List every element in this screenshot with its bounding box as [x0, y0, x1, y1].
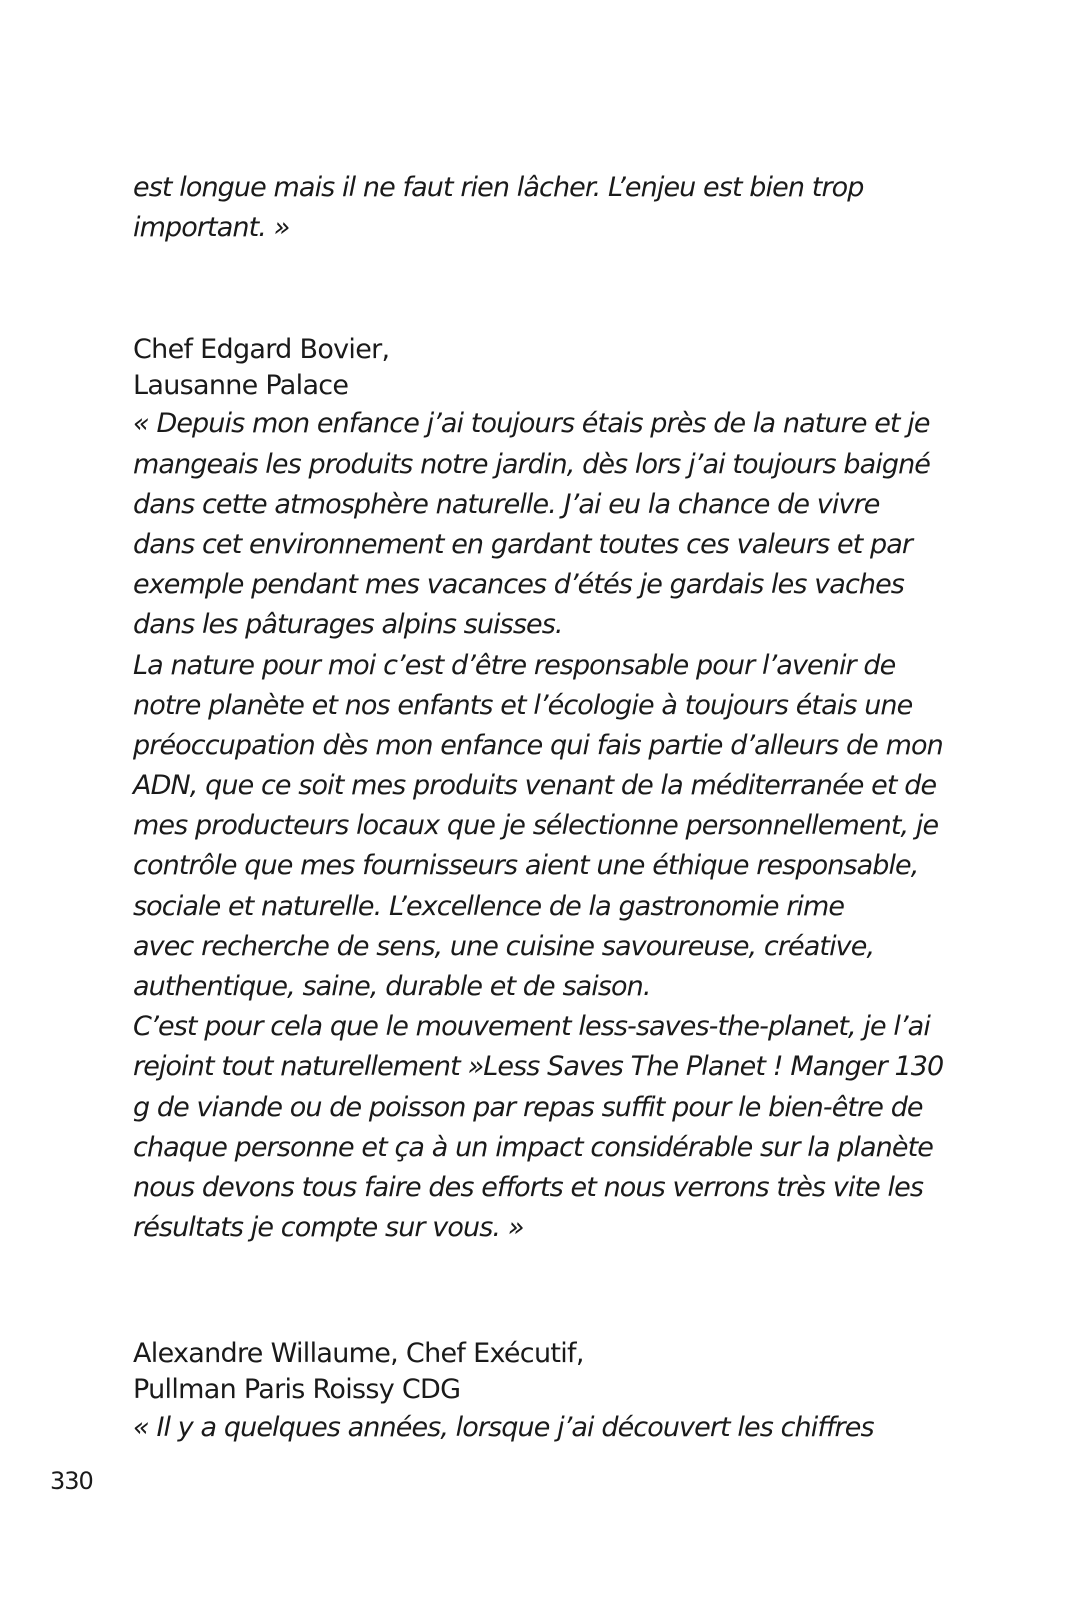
section-heading: Pullman Paris Roissy CDG	[133, 1374, 461, 1406]
text-line: important. »	[133, 212, 290, 244]
text-line: « Il y a quelques années, lorsque j’ai découvert les chiffres	[133, 1412, 874, 1444]
text-line: exemple pendant mes vacances d’étés je gardais les vaches	[133, 569, 904, 601]
text-line: g de viande ou de poisson par repas suffit pour le bien-être de	[133, 1091, 923, 1123]
text-line: nous devons tous faire des efforts et nous verrons très vite les	[133, 1171, 924, 1203]
text-line: authentique, saine, durable et de saison.	[133, 971, 651, 1002]
text-line: préoccupation dès mon enfance qui fais partie d’alleurs de mon	[133, 729, 943, 761]
text-line: mangeais les produits notre jardin, dès lors j’ai toujours baigné	[133, 448, 931, 480]
text-line: est longue mais il ne faut rien lâcher. L’enjeu est bien trop	[133, 172, 864, 203]
text-line: sociale et naturelle. L’excellence de la gastronomie rime	[133, 890, 845, 922]
text-line: contrôle que mes fournisseurs aient une éthique responsable,	[133, 850, 919, 882]
text-line: notre planète et nos enfants et l’écologie à toujours étais une	[133, 689, 913, 721]
text-line: ADN, que ce soit mes produits venant de la méditerranée et de	[133, 770, 937, 802]
text-line: avec recherche de sens, une cuisine savoureuse, créative,	[133, 930, 875, 962]
text-line: dans les pâturages alpins suisses.	[133, 609, 563, 641]
text-line: rejoint tout naturellement »Less Saves The Planet ! Manger 130	[133, 1051, 944, 1083]
section-alexandre-willaume	[133, 1336, 933, 1448]
quote-paragraph	[133, 1408, 933, 1448]
intro-paragraph	[133, 168, 933, 248]
text-line: C’est pour cela que le mouvement less-saves-the-planet, je l’ai	[133, 1011, 930, 1043]
page-body	[133, 168, 944, 1449]
section-heading: Lausanne Palace	[133, 370, 349, 402]
text-line: dans cette atmosphère naturelle. J’ai eu la chance de vivre	[133, 488, 880, 520]
text-line: La nature pour moi c’est d’être responsable pour l’avenir de	[133, 649, 896, 681]
text-line: dans cet environnement en gardant toutes ces valeurs et par	[133, 528, 913, 560]
quote-paragraph	[133, 404, 944, 1248]
text-line: mes producteurs locaux que je sélectionne personnellement, je	[133, 810, 939, 842]
section-edgard-bovier	[133, 332, 944, 1248]
section-heading: Chef Edgard Bovier,	[133, 334, 390, 366]
text-line: résultats je compte sur vous. »	[133, 1212, 524, 1244]
page-number: 330	[50, 1467, 93, 1495]
text-line: chaque personne et ça à un impact considérable sur la planète	[133, 1131, 933, 1163]
text-line: « Depuis mon enfance j’ai toujours étais près de la nature et je	[133, 408, 930, 440]
section-heading: Alexandre Willaume, Chef Exécutif,	[133, 1338, 584, 1370]
